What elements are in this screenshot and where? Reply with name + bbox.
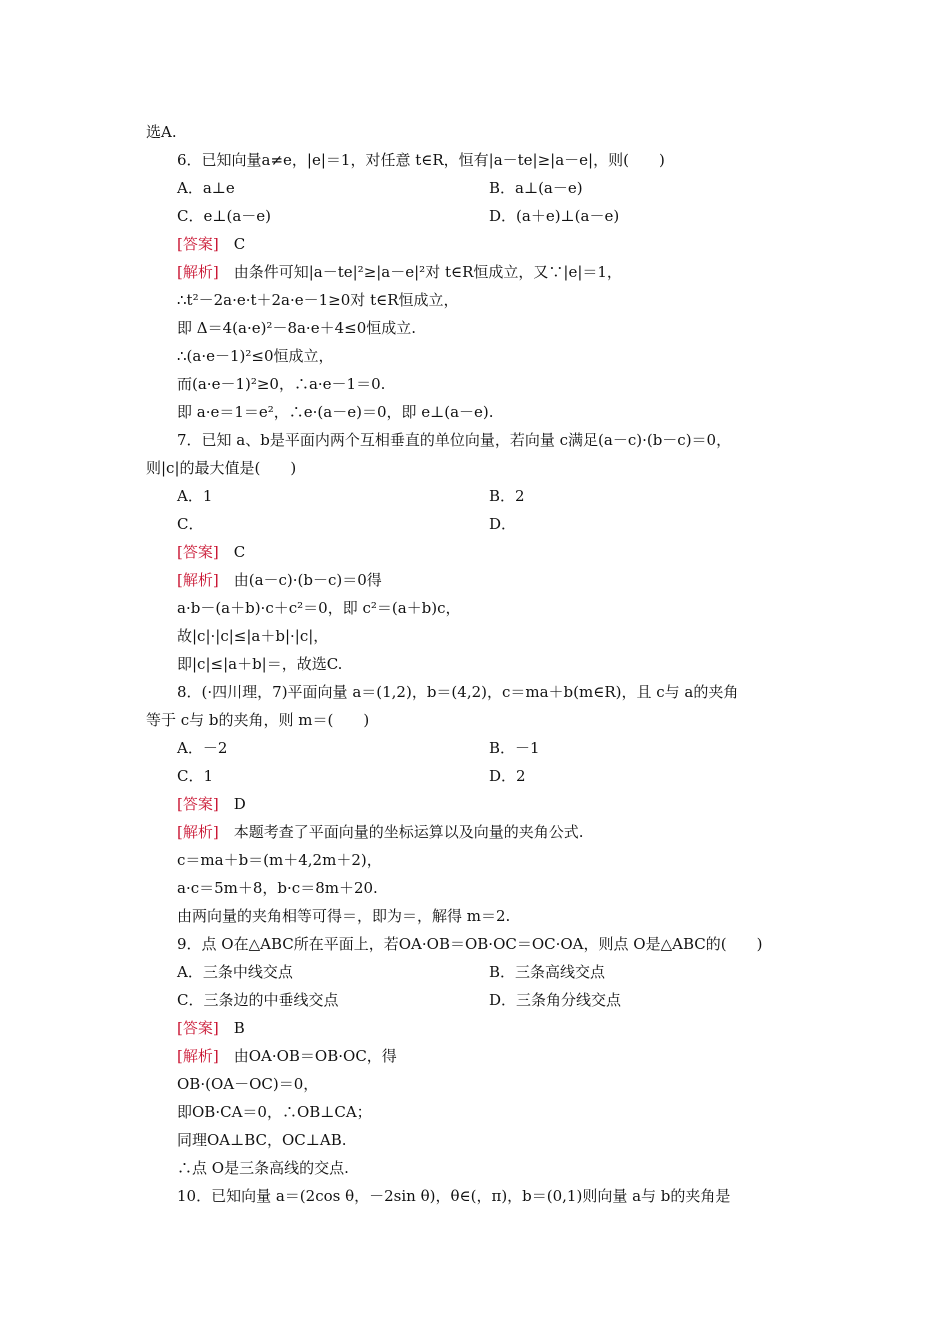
text-line: [177, 850, 382, 870]
line-text: C: [218, 543, 246, 561]
line-text: C．e⊥(a－e): [177, 207, 271, 225]
text-line: [489, 766, 526, 786]
line-text: B: [218, 1019, 245, 1037]
text-line: [177, 542, 245, 562]
text-line: [177, 178, 235, 198]
line-text: A．a⊥e: [177, 179, 235, 197]
line-text: 9．点 O在△ABC所在平面上，若OA·OB＝OB·OC＝OC·OA，则点 O是△ABC的( ): [177, 935, 763, 953]
text-line: [177, 738, 227, 758]
line-text: B．a⊥(a－e): [489, 179, 583, 197]
text-line: [177, 346, 334, 366]
text-line: [177, 1074, 318, 1094]
line-text: 即|c|≤|a＋b|＝，故选C.: [177, 655, 343, 673]
text-line: [177, 1158, 349, 1178]
answer-tag: [解析]: [177, 571, 219, 589]
text-line: [489, 206, 619, 226]
text-line: [146, 710, 369, 730]
line-text: ∴t²－2a·e·t＋2a·e－1≥0对 t∈R恒成立，: [177, 291, 459, 309]
line-text: C．三条边的中垂线交点: [177, 991, 339, 1009]
text-line: [177, 990, 338, 1010]
line-text: 6．已知向量a≠e，|e|＝1，对任意 t∈R，恒有|a－te|≥|a－e|，则( ): [177, 151, 665, 169]
text-line: [177, 290, 459, 310]
line-text: D: [218, 795, 246, 813]
text-line: [177, 822, 584, 842]
line-text: 8．(·四川理，7)平面向量 a＝(1,2)，b＝(4,2)，c＝ma＋b(m∈R)，且 c与 a的夹角: [177, 683, 739, 701]
line-text: 即OB·CA＝0，∴OB⊥CA；: [177, 1103, 372, 1121]
line-text: A．三条中线交点: [177, 963, 293, 981]
text-line: [146, 458, 296, 478]
text-line: [489, 178, 583, 198]
line-text: C．: [177, 515, 204, 533]
text-line: [177, 1018, 245, 1038]
text-line: [177, 1186, 730, 1206]
text-line: [177, 626, 328, 646]
text-line: [177, 262, 622, 282]
line-text: OB·(OA－OC)＝0，: [177, 1075, 319, 1093]
answer-tag: [解析]: [177, 263, 219, 281]
line-text: C．1: [177, 767, 214, 785]
text-line: [177, 1102, 372, 1122]
text-line: [146, 122, 177, 142]
text-line: [177, 318, 416, 338]
line-text: 7．已知 a、b是平面内两个互相垂直的单位向量，若向量 c满足(a－c)·(b－c)＝0，: [177, 431, 732, 449]
line-text: 即 a·e＝1＝e²，∴e·(a－e)＝0，即 e⊥(a－e).: [177, 403, 494, 421]
text-line: [489, 738, 540, 758]
line-text: a·b－(a＋b)·c＋c²＝0，即 c²＝(a＋b)c，: [177, 599, 461, 617]
line-text: ∴点 O是三条高线的交点.: [177, 1159, 349, 1177]
text-line: [489, 486, 525, 506]
line-text: A．－2: [177, 739, 228, 757]
text-line: [177, 906, 510, 926]
text-line: [177, 934, 762, 954]
line-text: 由两向量的夹角相等可得＝，即为＝，解得 m＝2.: [177, 907, 511, 925]
line-text: 本题考查了平面向量的坐标运算以及向量的夹角公式.: [218, 823, 584, 841]
text-line: [177, 234, 245, 254]
line-text: 由(a－c)·(b－c)＝0得: [218, 571, 382, 589]
text-line: [489, 990, 621, 1010]
answer-tag: [解析]: [177, 1047, 219, 1065]
line-text: D．2: [489, 767, 526, 785]
text-line: [177, 654, 342, 674]
text-line: [177, 486, 212, 506]
line-text: A．1: [177, 487, 213, 505]
text-line: [489, 514, 516, 534]
text-line: [177, 1130, 347, 1150]
line-text: D．三条角分线交点: [489, 991, 622, 1009]
line-text: a·c＝5m＋8，b·c＝8m＋20.: [177, 879, 378, 897]
line-text: 选A.: [146, 123, 177, 141]
line-text: D．: [489, 515, 517, 533]
line-text: D．(a＋e)⊥(a－e): [489, 207, 620, 225]
text-line: [177, 570, 382, 590]
text-line: [177, 682, 738, 702]
line-text: B．－1: [489, 739, 540, 757]
text-line: [177, 374, 385, 394]
answer-tag: [答案]: [177, 235, 219, 253]
answer-tag: [答案]: [177, 543, 219, 561]
line-text: 10．已知向量 a＝(2cos θ，－2sin θ)，θ∈(，π)，b＝(0,1)则向量 a与 b的夹角是: [177, 1187, 731, 1205]
text-line: [177, 150, 665, 170]
line-text: c＝ma＋b＝(m＋4,2m＋2)，: [177, 851, 382, 869]
line-text: C: [218, 235, 246, 253]
line-text: 即 Δ＝4(a·e)²－8a·e＋4≤0恒成立.: [177, 319, 417, 337]
text-line: [177, 794, 246, 814]
line-text: 由OA·OB＝OB·OC，得: [218, 1047, 397, 1065]
text-line: [177, 514, 203, 534]
text-line: [177, 878, 378, 898]
text-line: [489, 962, 605, 982]
text-line: [177, 962, 293, 982]
text-line: [177, 766, 213, 786]
line-text: B．2: [489, 487, 525, 505]
line-text: B．三条高线交点: [489, 963, 606, 981]
line-text: 等于 c与 b的夹角，则 m＝( ): [146, 711, 370, 729]
line-text: 而(a·e－1)²≥0，∴a·e－1＝0.: [177, 375, 386, 393]
text-line: [177, 430, 731, 450]
text-line: [177, 206, 271, 226]
line-text: 由条件可知|a－te|²≥|a－e|²对 t∈R恒成立，又∵|e|＝1，: [218, 263, 622, 281]
line-text: ∴(a·e－1)²≤0恒成立，: [177, 347, 334, 365]
text-line: [177, 402, 494, 422]
answer-tag: [答案]: [177, 795, 219, 813]
line-text: 同理OA⊥BC，OC⊥AB.: [177, 1131, 347, 1149]
text-line: [177, 1046, 397, 1066]
answer-tag: [答案]: [177, 1019, 219, 1037]
line-text: 故|c|·|c|≤|a＋b|·|c|，: [177, 627, 329, 645]
line-text: 则|c|的最大值是( ): [146, 459, 297, 477]
answer-tag: [解析]: [177, 823, 219, 841]
text-line: [177, 598, 461, 618]
